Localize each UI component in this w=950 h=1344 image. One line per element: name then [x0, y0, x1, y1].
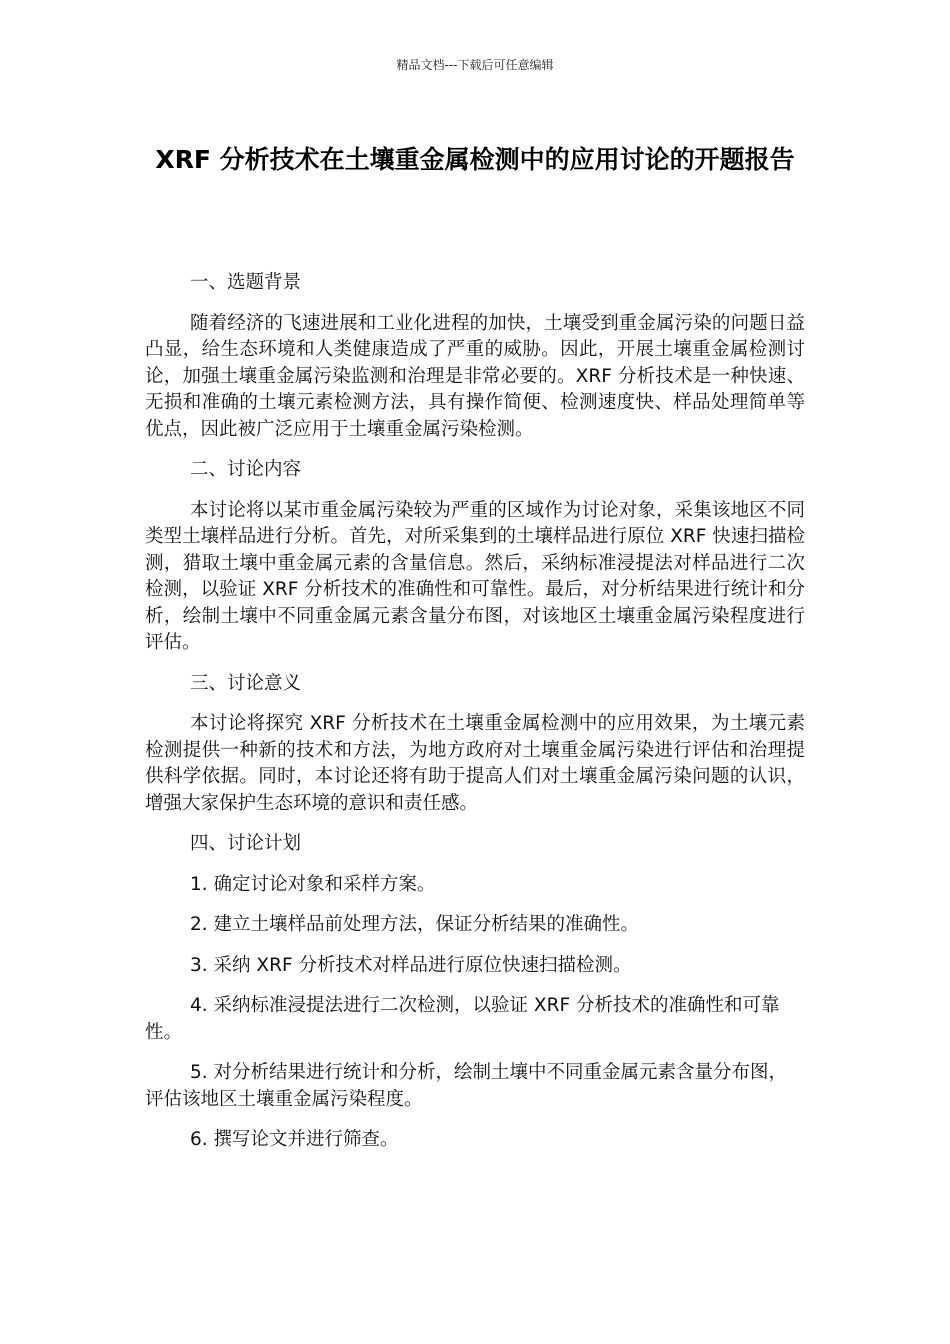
section-heading: 一、选题背景 [190, 272, 302, 293]
section-paragraph: 本讨论将探究 XRF 分析技术在土壤重金属检测中的应用效果，为土壤元素检测提供一种新的技术和方法，为地方政府对土壤重金属污染进行评估和治理提供科学依据。同时，本讨论还将有助于提高人们对土壤重金属污染问题的认识，增强大家保护生态环境的意识和责任感。 [145, 713, 805, 814]
section-paragraph: 本讨论将以某市重金属污染较为严重的区域作为讨论对象，采集该地区不同类型土壤样品进行分析。首先，对所采集到的土壤样品进行原位 XRF 快速扫描检测，猎取土壤中重金属元素的含量信息。然后，采纳标准浸提法对样品进行二次检测，以验证 XRF 分析技术的准确性和可靠性。最后，对分析结果进行统计和分析，绘制土壤中不同重金属元素含量分布图，对该地区土壤重金属污染程度进行评估。 [145, 499, 805, 653]
section-background [145, 270, 805, 443]
section-plan [145, 831, 805, 1154]
plan-item: 4. 采纳标准浸提法进行二次检测，以验证 XRF 分析技术的准确性和可靠性。 [145, 995, 780, 1043]
section-heading: 二、讨论内容 [190, 459, 302, 480]
section-significance [145, 671, 805, 818]
plan-item: 1. 确定讨论对象和采样方案。 [190, 873, 436, 895]
document-body [145, 270, 805, 1168]
section-heading: 四、讨论计划 [190, 833, 302, 854]
plan-item: 3. 采纳 XRF 分析技术对样品进行原位快速扫描检测。 [190, 954, 632, 976]
section-content [145, 457, 805, 657]
plan-item: 5. 对分析结果进行统计和分析，绘制土壤中不同重金属元素含量分布图，评估该地区土壤重金属污染程度。 [145, 1062, 788, 1110]
header-note: 精品文档---下载后可任意编辑 [396, 58, 554, 72]
document-title: XRF 分析技术在土壤重金属检测中的应用讨论的开题报告 [155, 145, 795, 174]
plan-item: 2. 建立土壤样品前处理方法，保证分析结果的准确性。 [190, 914, 640, 935]
section-paragraph: 随着经济的飞速进展和工业化进程的加快，土壤受到重金属污染的问题日益凸显，给生态环境和人类健康造成了严重的威胁。因此，开展土壤重金属检测讨论，加强土壤重金属污染监测和治理是非常必要的。XRF 分析技术是一种快速、无损和准确的土壤元素检测方法，具有操作简便、检测速度快、样品处理简单等优点，因此被广泛应用于土壤重金属污染检测。 [145, 312, 805, 440]
plan-item: 6. 撰写论文并进行筛查。 [190, 1129, 399, 1150]
section-heading: 三、讨论意义 [190, 672, 302, 694]
